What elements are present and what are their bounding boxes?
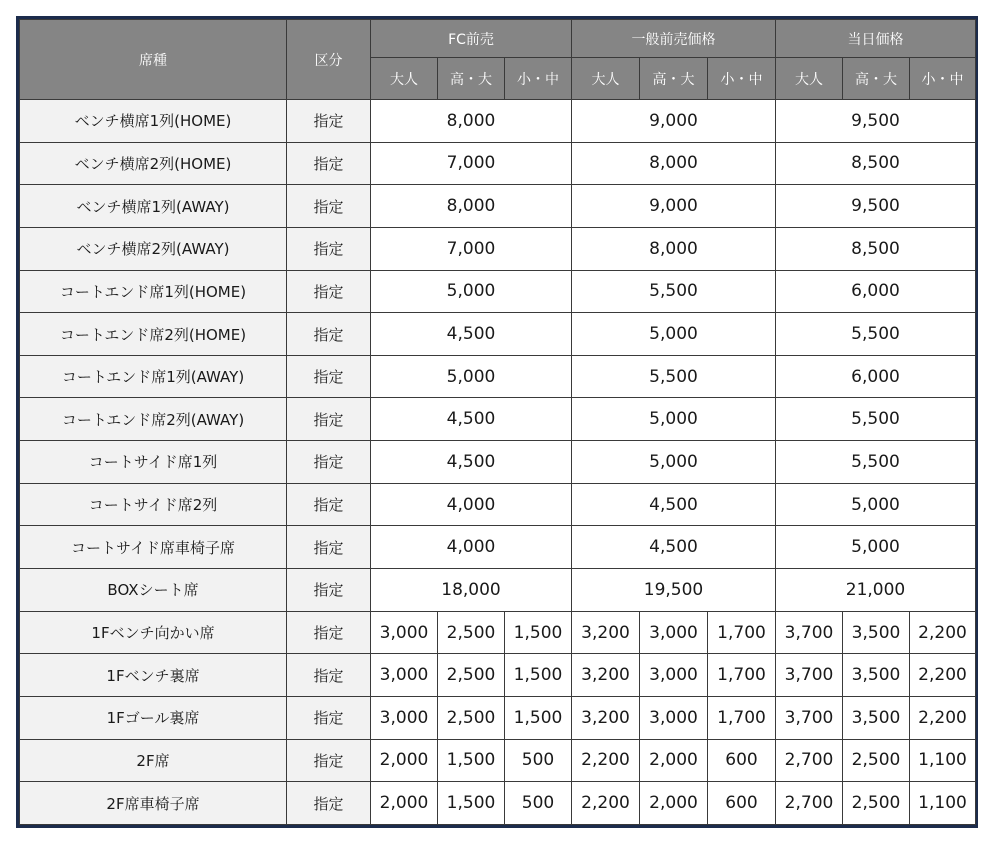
price-cell: 1,500 — [505, 611, 572, 654]
class-cell: 指定 — [287, 483, 371, 526]
class-cell: 指定 — [287, 569, 371, 612]
table-row — [20, 696, 976, 739]
class-cell: 指定 — [287, 185, 371, 228]
table-row — [20, 313, 976, 356]
class-cell: 指定 — [287, 398, 371, 441]
price-cell: 9,000 — [572, 100, 776, 143]
price-cell: 9,500 — [776, 100, 976, 143]
class-cell: 指定 — [287, 313, 371, 356]
class-cell: 指定 — [287, 142, 371, 185]
price-cell: 2,000 — [640, 782, 708, 825]
price-cell: 2,000 — [371, 782, 438, 825]
price-cell: 1,500 — [505, 654, 572, 697]
header-class: 区分 — [287, 20, 371, 100]
price-cell: 1,500 — [438, 739, 505, 782]
table-row — [20, 569, 976, 612]
class-cell: 指定 — [287, 611, 371, 654]
price-cell: 5,500 — [776, 441, 976, 484]
seat-type-cell: ベンチ横席1列(HOME) — [20, 100, 287, 143]
header-seat: 席種 — [20, 20, 287, 100]
price-cell: 5,000 — [776, 526, 976, 569]
class-cell: 指定 — [287, 654, 371, 697]
price-cell: 19,500 — [572, 569, 776, 612]
price-table-body — [20, 100, 976, 825]
class-cell: 指定 — [287, 782, 371, 825]
price-cell: 3,700 — [776, 611, 843, 654]
price-cell: 1,100 — [910, 739, 976, 782]
price-cell: 5,500 — [776, 313, 976, 356]
price-cell: 2,500 — [438, 696, 505, 739]
price-cell: 2,500 — [438, 654, 505, 697]
seat-type-cell: コートエンド席2列(HOME) — [20, 313, 287, 356]
class-cell: 指定 — [287, 227, 371, 270]
price-cell: 2,000 — [640, 739, 708, 782]
price-cell: 5,500 — [572, 270, 776, 313]
price-cell: 2,500 — [438, 611, 505, 654]
price-cell: 5,000 — [371, 355, 572, 398]
price-cell: 500 — [505, 782, 572, 825]
price-cell: 3,000 — [640, 611, 708, 654]
seat-type-cell: コートサイド席車椅子席 — [20, 526, 287, 569]
price-cell: 3,000 — [371, 654, 438, 697]
price-cell: 7,000 — [371, 227, 572, 270]
table-row — [20, 483, 976, 526]
seat-type-cell: コートサイド席1列 — [20, 441, 287, 484]
price-cell: 5,000 — [572, 441, 776, 484]
price-cell: 7,000 — [371, 142, 572, 185]
price-cell: 9,000 — [572, 185, 776, 228]
price-cell: 3,200 — [572, 611, 640, 654]
price-cell: 2,000 — [371, 739, 438, 782]
header-sub-adult: 大人 — [371, 58, 438, 100]
table-row — [20, 142, 976, 185]
price-cell: 3,500 — [843, 696, 910, 739]
price-cell: 5,000 — [572, 313, 776, 356]
seat-type-cell: コートエンド席2列(AWAY) — [20, 398, 287, 441]
price-cell: 2,200 — [910, 611, 976, 654]
seat-type-cell: コートエンド席1列(HOME) — [20, 270, 287, 313]
class-cell: 指定 — [287, 100, 371, 143]
price-cell: 5,000 — [572, 398, 776, 441]
seat-type-cell: コートサイド席2列 — [20, 483, 287, 526]
header-sub-adult: 大人 — [776, 58, 843, 100]
price-cell: 6,000 — [776, 355, 976, 398]
class-cell: 指定 — [287, 355, 371, 398]
seat-type-cell: ベンチ横席1列(AWAY) — [20, 185, 287, 228]
class-cell: 指定 — [287, 739, 371, 782]
price-cell: 6,000 — [776, 270, 976, 313]
price-cell: 1,100 — [910, 782, 976, 825]
table-row — [20, 739, 976, 782]
price-cell: 2,500 — [843, 782, 910, 825]
class-cell: 指定 — [287, 441, 371, 484]
price-cell: 1,500 — [438, 782, 505, 825]
table-row — [20, 355, 976, 398]
table-row — [20, 654, 976, 697]
seat-type-cell: 2F席 — [20, 739, 287, 782]
price-cell: 2,200 — [910, 654, 976, 697]
price-cell: 21,000 — [776, 569, 976, 612]
price-cell: 3,000 — [640, 696, 708, 739]
price-cell: 3,500 — [843, 654, 910, 697]
price-cell: 8,500 — [776, 227, 976, 270]
header-sub-elementary-junior: 小・中 — [708, 58, 776, 100]
price-cell: 3,000 — [371, 611, 438, 654]
price-cell: 2,500 — [843, 739, 910, 782]
price-cell: 8,500 — [776, 142, 976, 185]
price-cell: 1,700 — [708, 611, 776, 654]
class-cell: 指定 — [287, 526, 371, 569]
price-cell: 8,000 — [371, 100, 572, 143]
price-cell: 2,700 — [776, 782, 843, 825]
price-cell: 5,000 — [776, 483, 976, 526]
table-row — [20, 526, 976, 569]
price-cell: 4,500 — [371, 441, 572, 484]
header-sub-highschool-university: 高・大 — [843, 58, 910, 100]
table-row — [20, 611, 976, 654]
header-sub-highschool-university: 高・大 — [640, 58, 708, 100]
class-cell: 指定 — [287, 696, 371, 739]
table-row — [20, 782, 976, 825]
price-cell: 3,000 — [371, 696, 438, 739]
seat-type-cell: 1Fベンチ向かい席 — [20, 611, 287, 654]
price-cell: 3,700 — [776, 696, 843, 739]
price-cell: 5,500 — [776, 398, 976, 441]
table-row — [20, 398, 976, 441]
price-cell: 2,200 — [572, 782, 640, 825]
price-cell: 600 — [708, 739, 776, 782]
price-cell: 3,500 — [843, 611, 910, 654]
header-group-fc: FC前売 — [371, 20, 572, 58]
price-cell: 1,500 — [505, 696, 572, 739]
price-cell: 8,000 — [371, 185, 572, 228]
header-sub-elementary-junior: 小・中 — [505, 58, 572, 100]
table-row — [20, 227, 976, 270]
ticket-price-table — [19, 19, 976, 825]
price-cell: 4,000 — [371, 526, 572, 569]
price-cell: 3,200 — [572, 654, 640, 697]
price-cell: 1,700 — [708, 696, 776, 739]
price-cell: 9,500 — [776, 185, 976, 228]
price-cell: 4,000 — [371, 483, 572, 526]
price-cell: 2,200 — [910, 696, 976, 739]
seat-type-cell: ベンチ横席2列(AWAY) — [20, 227, 287, 270]
table-row — [20, 270, 976, 313]
price-cell: 500 — [505, 739, 572, 782]
header-sub-adult: 大人 — [572, 58, 640, 100]
seat-type-cell: コートエンド席1列(AWAY) — [20, 355, 287, 398]
seat-type-cell: BOXシート席 — [20, 569, 287, 612]
table-row — [20, 441, 976, 484]
price-cell: 18,000 — [371, 569, 572, 612]
seat-type-cell: ベンチ横席2列(HOME) — [20, 142, 287, 185]
table-row — [20, 185, 976, 228]
seat-type-cell: 1Fゴール裏席 — [20, 696, 287, 739]
price-cell: 5,000 — [371, 270, 572, 313]
header-sub-highschool-university: 高・大 — [438, 58, 505, 100]
seat-type-cell: 2F席車椅子席 — [20, 782, 287, 825]
price-cell: 5,500 — [572, 355, 776, 398]
price-cell: 8,000 — [572, 227, 776, 270]
price-cell: 2,200 — [572, 739, 640, 782]
price-cell: 1,700 — [708, 654, 776, 697]
table-row — [20, 100, 976, 143]
class-cell: 指定 — [287, 270, 371, 313]
price-cell: 3,200 — [572, 696, 640, 739]
price-cell: 4,500 — [572, 483, 776, 526]
price-cell: 600 — [708, 782, 776, 825]
price-table-frame — [16, 16, 978, 828]
header-group-general: 一般前売価格 — [572, 20, 776, 58]
price-cell: 2,700 — [776, 739, 843, 782]
price-cell: 4,500 — [371, 313, 572, 356]
header-group-sameday: 当日価格 — [776, 20, 976, 58]
price-cell: 3,700 — [776, 654, 843, 697]
price-cell: 4,500 — [371, 398, 572, 441]
price-cell: 3,000 — [640, 654, 708, 697]
price-cell: 8,000 — [572, 142, 776, 185]
price-cell: 4,500 — [572, 526, 776, 569]
seat-type-cell: 1Fベンチ裏席 — [20, 654, 287, 697]
header-sub-elementary-junior: 小・中 — [910, 58, 976, 100]
